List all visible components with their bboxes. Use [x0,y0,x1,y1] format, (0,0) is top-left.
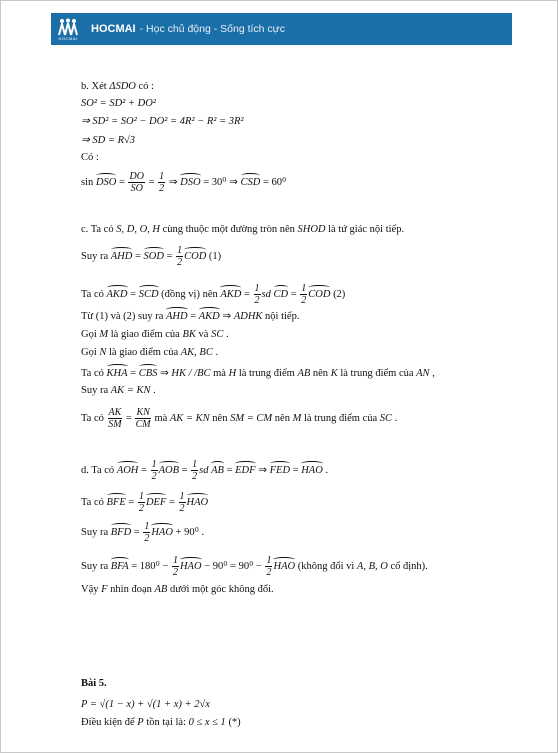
hocmai-logo [51,13,85,45]
equation-line: Suy ra BFA = 180⁰ − $\frac{1}{2}$ HAO − 90⁰ = 90⁰ − $\frac{1}{2}$ HAO (không đổi vì A, B, O cố định). [81,555,428,578]
text-line: Gọi M là giao điểm của BK và SC . [81,329,229,340]
equation-line: ⇒ SD = R√3 [81,135,136,146]
text-line: Suy ra AK = KN . [81,385,156,396]
text-line: Có : [81,152,99,163]
exercise-heading: Bài 5. [81,678,107,689]
part-d-heading: d. Ta có AOH = $\frac{1}{2}$ AOB = $\frac{1}{2}$ sd AB = EDF ⇒ FED = HAO . [81,459,329,482]
brand-name: HOCMAI [91,23,136,35]
people-icon [57,18,79,36]
equation-line: Suy ra BFD = $\frac{1}{2}$ HAO + 90⁰ . [81,521,205,544]
text-line: Gọi N là giao điểm của AK, BC . [81,347,219,358]
equation-line: Ta có BFE = $\frac{1}{2}$ DEF = $\frac{1}{2}$ HAO [81,491,209,514]
part-c-heading: c. Ta có S, D, O, H cùng thuộc một đường tròn nên SHOD là tứ giác nội tiếp. [81,224,405,235]
equation-line: sin DSO = $\frac{DO}{SO}$ = $\frac{1}{2}$ ⇒ DSO = 30⁰ ⇒ CSD = 60⁰ [81,171,287,194]
text-line: Ta có KHA = CBS ⇒ HK / /BC mà H là trung điểm AB nên K là trung điểm của AN , [81,368,435,379]
equation-line: P = √(1 − x) + √(1 + x) + 2√x [81,699,210,710]
equation-line: Ta có $\frac{AK}{SM}$ = $\frac{KN}{CM}$ mà AK = KN nên SM = CM nên M là trung điểm của SC . [81,407,398,430]
text-line: Từ (1) và (2) suy ra AHD = AKD ⇒ ADHK nội tiếp. [81,311,300,322]
logo-subtext: HOCMAI [58,35,78,41]
equation-line: ⇒ SD² = SO² − DO² = 4R² − R² = 3R² [81,116,244,127]
page-header [51,13,512,45]
text-line: Điều kiện để P tồn tại là: 0 ≤ x ≤ 1 (*) [81,717,241,728]
equation-line: Suy ra AHD = SOD = $\frac{1}{2}$ COD (1) [81,245,222,268]
text-line: Vậy F nhìn đoạn AB dưới một góc không đổi. [81,584,274,595]
equation-line: SO² = SD² + DO² [81,98,156,109]
equation-line: Ta có AKD = SCD (đồng vị) nên AKD = $\frac{1}{2}$ sd CD = $\frac{1}{2}$ COD (2) [81,283,346,306]
part-b-heading: b. Xét ΔSDO có : [81,81,154,92]
brand-tagline: - Học chủ động - Sống tích cực [139,23,285,35]
